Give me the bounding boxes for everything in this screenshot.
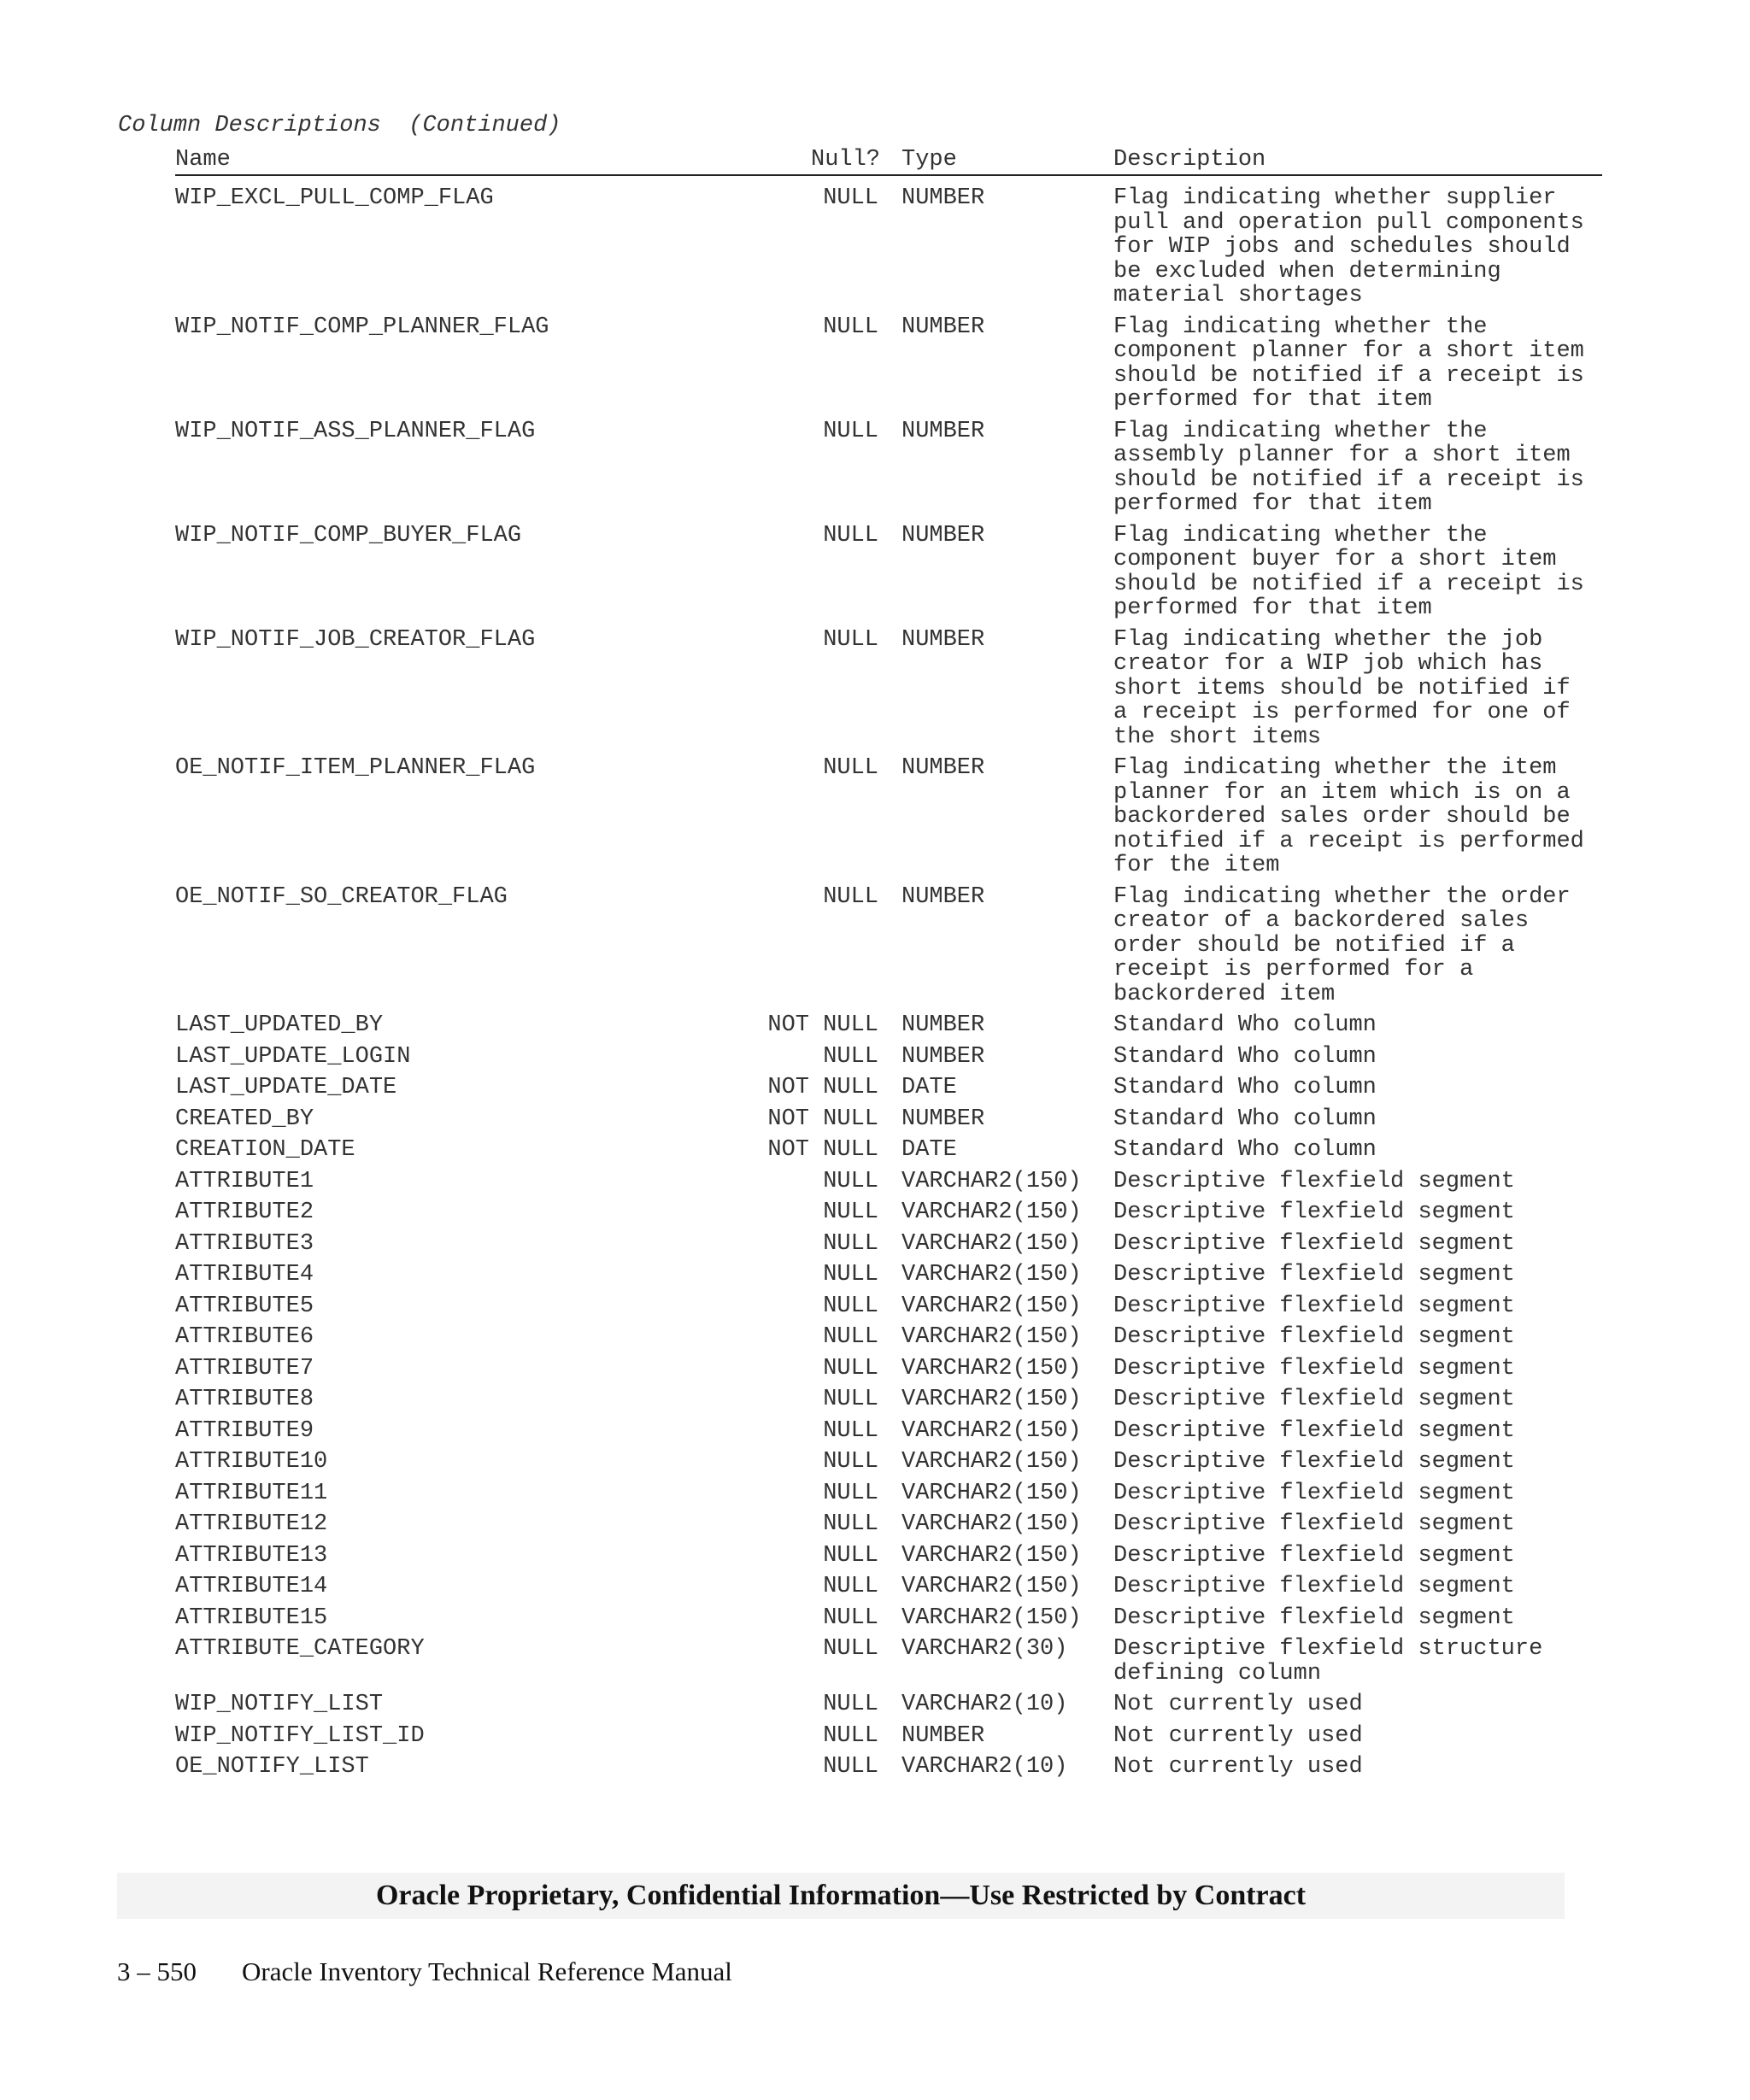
column-name: WIP_NOTIFY_LIST_ID xyxy=(175,1722,425,1749)
column-null: NULL xyxy=(823,1636,878,1662)
column-type: NUMBER xyxy=(901,314,985,340)
column-null: NULL xyxy=(823,1692,878,1717)
column-description: Descriptive flexfield segment xyxy=(1113,1168,1515,1194)
column-type: VARCHAR2(150) xyxy=(901,1511,1082,1537)
column-name: ATTRIBUTE_CATEGORY xyxy=(175,1636,425,1662)
table-row xyxy=(175,1481,1602,1506)
column-description: Flag indicating whether the job creator for a WIP job which has short items should be notified if a receipt is performed for one of the short items xyxy=(1113,626,1571,750)
table-caption: Column Descriptions (Continued) xyxy=(118,113,561,138)
column-name: ATTRIBUTE13 xyxy=(175,1542,328,1569)
column-type: VARCHAR2(150) xyxy=(901,1324,1082,1350)
column-description: Descriptive flexfield segment xyxy=(1113,1293,1515,1319)
column-type: NUMBER xyxy=(901,1043,985,1070)
table-row xyxy=(175,1357,1602,1381)
table-row xyxy=(175,885,1602,1007)
column-name: WIP_NOTIF_COMP_BUYER_FLAG xyxy=(175,522,522,548)
column-name: WIP_NOTIFY_LIST xyxy=(175,1692,384,1717)
page-number: 3 – 550 xyxy=(117,1956,197,1986)
column-name: ATTRIBUTE10 xyxy=(175,1449,328,1475)
column-name: ATTRIBUTE15 xyxy=(175,1604,328,1631)
column-description: Not currently used xyxy=(1113,1754,1363,1780)
column-name: ATTRIBUTE5 xyxy=(175,1293,314,1319)
column-description: Descriptive flexfield segment xyxy=(1113,1230,1515,1257)
table-row xyxy=(175,1138,1602,1163)
column-type: VARCHAR2(150) xyxy=(901,1262,1082,1288)
header-name: Name xyxy=(175,147,231,173)
table-row xyxy=(175,1692,1602,1717)
column-null: NULL xyxy=(823,1168,878,1194)
column-name: CREATED_BY xyxy=(175,1106,314,1132)
column-type: VARCHAR2(150) xyxy=(901,1293,1082,1319)
column-null: NOT NULL xyxy=(767,1075,878,1100)
column-null: NULL xyxy=(823,1722,878,1749)
column-name: ATTRIBUTE9 xyxy=(175,1417,314,1444)
column-name: ATTRIBUTE8 xyxy=(175,1387,314,1412)
column-name: ATTRIBUTE11 xyxy=(175,1480,328,1506)
table-row xyxy=(175,1387,1602,1412)
column-type: NUMBER xyxy=(901,626,985,653)
table-row xyxy=(175,1419,1602,1444)
column-description: Descriptive flexfield segment xyxy=(1113,1542,1515,1569)
column-null: NULL xyxy=(823,755,878,781)
column-type: VARCHAR2(150) xyxy=(901,1387,1082,1412)
column-null: NULL xyxy=(823,185,878,211)
table-row xyxy=(175,1724,1602,1749)
column-description: Descriptive flexfield structure defining column xyxy=(1113,1636,1543,1686)
column-name: ATTRIBUTE4 xyxy=(175,1262,314,1288)
column-descriptions-table xyxy=(175,145,1602,1786)
column-name: WIP_NOTIF_COMP_PLANNER_FLAG xyxy=(175,314,549,340)
column-name: LAST_UPDATE_LOGIN xyxy=(175,1043,411,1070)
table-row xyxy=(175,1637,1602,1686)
column-type: NUMBER xyxy=(901,1012,985,1038)
column-description: Standard Who column xyxy=(1113,1106,1377,1132)
column-type: VARCHAR2(150) xyxy=(901,1449,1082,1475)
column-null: NULL xyxy=(823,1355,878,1381)
column-null: NULL xyxy=(823,1200,878,1225)
column-null: NULL xyxy=(823,1754,878,1780)
column-type: DATE xyxy=(901,1075,957,1100)
column-null: NOT NULL xyxy=(767,1137,878,1163)
column-null: NULL xyxy=(823,1542,878,1569)
column-null: NULL xyxy=(823,1604,878,1631)
column-null: NULL xyxy=(823,1293,878,1319)
column-description: Not currently used xyxy=(1113,1722,1363,1749)
manual-title: Oracle Inventory Technical Reference Manual xyxy=(242,1956,732,1986)
column-type: VARCHAR2(150) xyxy=(901,1480,1082,1506)
column-description: Descriptive flexfield segment xyxy=(1113,1262,1515,1288)
column-description: Standard Who column xyxy=(1113,1075,1377,1100)
table-row xyxy=(175,1076,1602,1100)
column-name: ATTRIBUTE1 xyxy=(175,1168,314,1194)
column-null: NULL xyxy=(823,1449,878,1475)
column-name: ATTRIBUTE2 xyxy=(175,1200,314,1225)
column-type: NUMBER xyxy=(901,755,985,781)
column-description: Flag indicating whether the order creator of a backordered sales order should be notified if a receipt is performed for a backordered item xyxy=(1113,883,1571,1007)
table-row xyxy=(175,1606,1602,1631)
column-name: ATTRIBUTE12 xyxy=(175,1511,328,1537)
column-description: Descriptive flexfield segment xyxy=(1113,1417,1515,1444)
column-type: VARCHAR2(10) xyxy=(901,1692,1068,1717)
column-description: Descriptive flexfield segment xyxy=(1113,1387,1515,1412)
confidentiality-banner: Oracle Proprietary, Confidential Information––Use Restricted by Contract xyxy=(117,1873,1565,1919)
column-null: NULL xyxy=(823,314,878,340)
table-row xyxy=(175,1294,1602,1319)
column-description: Standard Who column xyxy=(1113,1043,1377,1070)
column-description: Flag indicating whether the assembly planner for a short item should be notified if a receipt is performed for that item xyxy=(1113,418,1584,517)
table-row xyxy=(175,1263,1602,1288)
column-null: NULL xyxy=(823,1262,878,1288)
table-row xyxy=(175,756,1602,878)
column-description: Flag indicating whether the component planner for a short item should be notified if a receipt is performed for that item xyxy=(1113,314,1584,413)
table-row xyxy=(175,186,1602,308)
column-null: NOT NULL xyxy=(767,1106,878,1132)
column-name: ATTRIBUTE3 xyxy=(175,1230,314,1257)
column-null: NULL xyxy=(823,418,878,444)
column-name: ATTRIBUTE7 xyxy=(175,1355,314,1381)
column-null: NOT NULL xyxy=(767,1012,878,1038)
column-null: NULL xyxy=(823,1043,878,1070)
column-type: NUMBER xyxy=(901,883,985,910)
column-description: Descriptive flexfield segment xyxy=(1113,1200,1515,1225)
column-name: LAST_UPDATED_BY xyxy=(175,1012,384,1038)
table-row xyxy=(175,1045,1602,1070)
header-null: Null? xyxy=(811,147,881,173)
table-header xyxy=(175,145,1602,176)
table-body xyxy=(175,186,1602,1780)
column-description: Flag indicating whether the component buyer for a short item should be notified if a receipt is performed for that item xyxy=(1113,522,1584,621)
column-name: WIP_NOTIF_ASS_PLANNER_FLAG xyxy=(175,418,536,444)
column-null: NULL xyxy=(823,1230,878,1257)
table-row xyxy=(175,1512,1602,1537)
column-description: Flag indicating whether the item planner for an item which is on a backordered sales order should be notified if a receipt is performed for the item xyxy=(1113,755,1584,878)
column-description: Descriptive flexfield segment xyxy=(1113,1604,1515,1631)
column-description: Descriptive flexfield segment xyxy=(1113,1511,1515,1537)
table-row xyxy=(175,1755,1602,1780)
column-null: NULL xyxy=(823,1480,878,1506)
column-description: Descriptive flexfield segment xyxy=(1113,1480,1515,1506)
column-type: VARCHAR2(150) xyxy=(901,1574,1082,1599)
column-description: Standard Who column xyxy=(1113,1137,1377,1163)
column-null: NULL xyxy=(823,626,878,653)
column-description: Flag indicating whether supplier pull and operation pull components for WIP jobs and schedules should be excluded when determining material shortages xyxy=(1113,185,1584,308)
table-row xyxy=(175,419,1602,517)
column-description: Descriptive flexfield segment xyxy=(1113,1574,1515,1599)
column-null: NULL xyxy=(823,883,878,910)
header-description: Description xyxy=(1113,147,1266,173)
header-type: Type xyxy=(901,147,957,173)
table-row xyxy=(175,1325,1602,1350)
column-type: VARCHAR2(150) xyxy=(901,1417,1082,1444)
column-type: VARCHAR2(150) xyxy=(901,1355,1082,1381)
table-row xyxy=(175,1013,1602,1038)
column-type: NUMBER xyxy=(901,1722,985,1749)
table-row xyxy=(175,1544,1602,1569)
column-type: VARCHAR2(150) xyxy=(901,1200,1082,1225)
column-type: DATE xyxy=(901,1137,957,1163)
column-type: VARCHAR2(30) xyxy=(901,1636,1068,1662)
column-description: Not currently used xyxy=(1113,1692,1363,1717)
column-type: NUMBER xyxy=(901,522,985,548)
column-description: Descriptive flexfield segment xyxy=(1113,1324,1515,1350)
column-null: NULL xyxy=(823,1511,878,1537)
column-type: NUMBER xyxy=(901,1106,985,1132)
column-name: WIP_NOTIF_JOB_CREATOR_FLAG xyxy=(175,626,536,653)
table-row xyxy=(175,1200,1602,1225)
table-row xyxy=(175,1575,1602,1599)
table-row xyxy=(175,628,1602,750)
column-null: NULL xyxy=(823,1387,878,1412)
column-name: CREATION_DATE xyxy=(175,1137,355,1163)
column-null: NULL xyxy=(823,1574,878,1599)
column-null: NULL xyxy=(823,1324,878,1350)
table-row xyxy=(175,1450,1602,1475)
column-name: OE_NOTIF_ITEM_PLANNER_FLAG xyxy=(175,755,536,781)
column-name: LAST_UPDATE_DATE xyxy=(175,1075,397,1100)
column-description: Standard Who column xyxy=(1113,1012,1377,1038)
column-type: NUMBER xyxy=(901,418,985,444)
column-name: OE_NOTIF_SO_CREATOR_FLAG xyxy=(175,883,508,910)
column-name: WIP_EXCL_PULL_COMP_FLAG xyxy=(175,185,494,211)
column-type: VARCHAR2(150) xyxy=(901,1230,1082,1257)
column-type: VARCHAR2(150) xyxy=(901,1604,1082,1631)
column-name: ATTRIBUTE14 xyxy=(175,1574,328,1599)
column-type: VARCHAR2(150) xyxy=(901,1542,1082,1569)
column-null: NULL xyxy=(823,522,878,548)
table-row xyxy=(175,315,1602,413)
column-description: Descriptive flexfield segment xyxy=(1113,1449,1515,1475)
column-type: VARCHAR2(10) xyxy=(901,1754,1068,1780)
column-type: VARCHAR2(150) xyxy=(901,1168,1082,1194)
column-name: OE_NOTIFY_LIST xyxy=(175,1754,369,1780)
table-row xyxy=(175,524,1602,621)
table-row xyxy=(175,1107,1602,1132)
table-row xyxy=(175,1170,1602,1194)
column-null: NULL xyxy=(823,1417,878,1444)
table-row xyxy=(175,1232,1602,1257)
column-name: ATTRIBUTE6 xyxy=(175,1324,314,1350)
column-type: NUMBER xyxy=(901,185,985,211)
column-description: Descriptive flexfield segment xyxy=(1113,1355,1515,1381)
